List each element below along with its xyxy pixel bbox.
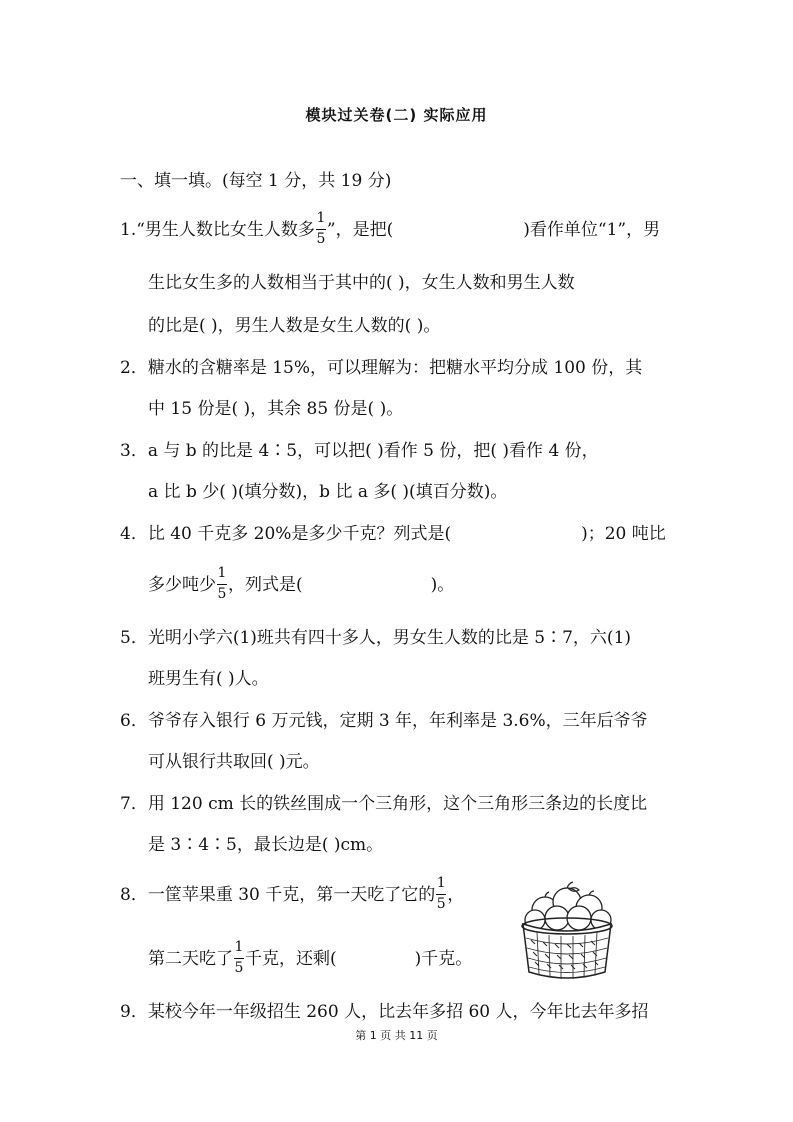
q1-text-a: 1.“男生人数比女生人数多 [120,220,315,240]
question-6-line-1: 6．爷爷存入银行 6 万元钱，定期 3 年，年利率是 3.6%，三年后爷爷 [120,711,648,731]
q4-text-a: 4．比 40 千克多 20%是多少千克？列式是( [120,524,452,544]
question-6-line-2: 可从银行共取回( )元。 [148,752,320,772]
question-3-line-1: 3．a 与 b 的比是 4∶5，可以把( )看作 5 份，把( )看作 4 份， [120,441,599,461]
page-footer: 第 1 页 共 11 页 [355,1029,438,1042]
q8-text-c: 第二天吃了 [148,949,233,969]
q4-text-e: )。 [430,575,455,595]
question-8-line-2 [148,938,473,976]
question-1-line-2: 生比女生多的人数相当于其中的( )，女生人数和男生人数 [148,273,575,293]
section-heading: 一、填一填。(每空 1 分，共 19 分) [120,171,392,191]
page-title: 模块过关卷(二) 实际应用 [305,106,488,124]
question-1-line-3: 的比是( )，男生人数是女生人数的( )。 [148,316,441,336]
question-1-line-1 [120,209,661,247]
q1-text-c: )看作单位“1”，男 [523,220,661,240]
fraction-one-fifth: $\frac{1}{5}$ [436,874,446,912]
question-3-line-2: a 比 b 少( )(填分数)，b 比 a 多( )(填百分数)。 [148,482,508,502]
fraction-one-fifth: $\frac{1}{5}$ [217,564,227,602]
apple-basket-illustration [517,880,617,984]
question-7-line-1: 7．用 120 cm 长的铁丝围成一个三角形，这个三角形三条边的长度比 [120,794,648,814]
question-4-line-2 [148,564,455,602]
fraction-one-fifth: $\frac{1}{5}$ [316,209,326,247]
question-5-line-1: 5．光明小学六(1)班共有四十多人，男女生人数的比是 5∶7，六(1) [120,628,632,648]
question-5-line-2: 班男生有( )人。 [148,669,269,689]
q4-text-c: 多少吨少 [148,575,216,595]
q8-text-e: )千克。 [414,949,473,969]
question-2-line-2: 中 15 份是( )，其余 85 份是( )。 [148,399,404,419]
question-4-line-1 [120,523,666,545]
q1-text-b: ”，是把( [326,220,394,240]
q8-text-d: 千克，还剩( [245,949,337,969]
q8-text-a: 8．一筐苹果重 30 千克，第一天吃了它的 [120,885,436,905]
question-9-line-1: 9．某校今年一年级招生 260 人，比去年多招 60 人，今年比去年多招 [120,1002,649,1022]
question-7-line-2: 是 3∶4∶5，最长边是( )cm。 [148,835,384,855]
question-2-line-1: 2．糖水的含糖率是 15%，可以理解为：把糖水平均分成 100 份，其 [120,358,643,378]
question-8-line-1 [120,874,465,912]
q8-text-b: ， [447,885,465,905]
fraction-one-fifth: $\frac{1}{5}$ [234,938,244,976]
q4-text-b: )；20 吨比 [581,524,666,544]
q4-text-d: ，列式是( [228,575,303,595]
